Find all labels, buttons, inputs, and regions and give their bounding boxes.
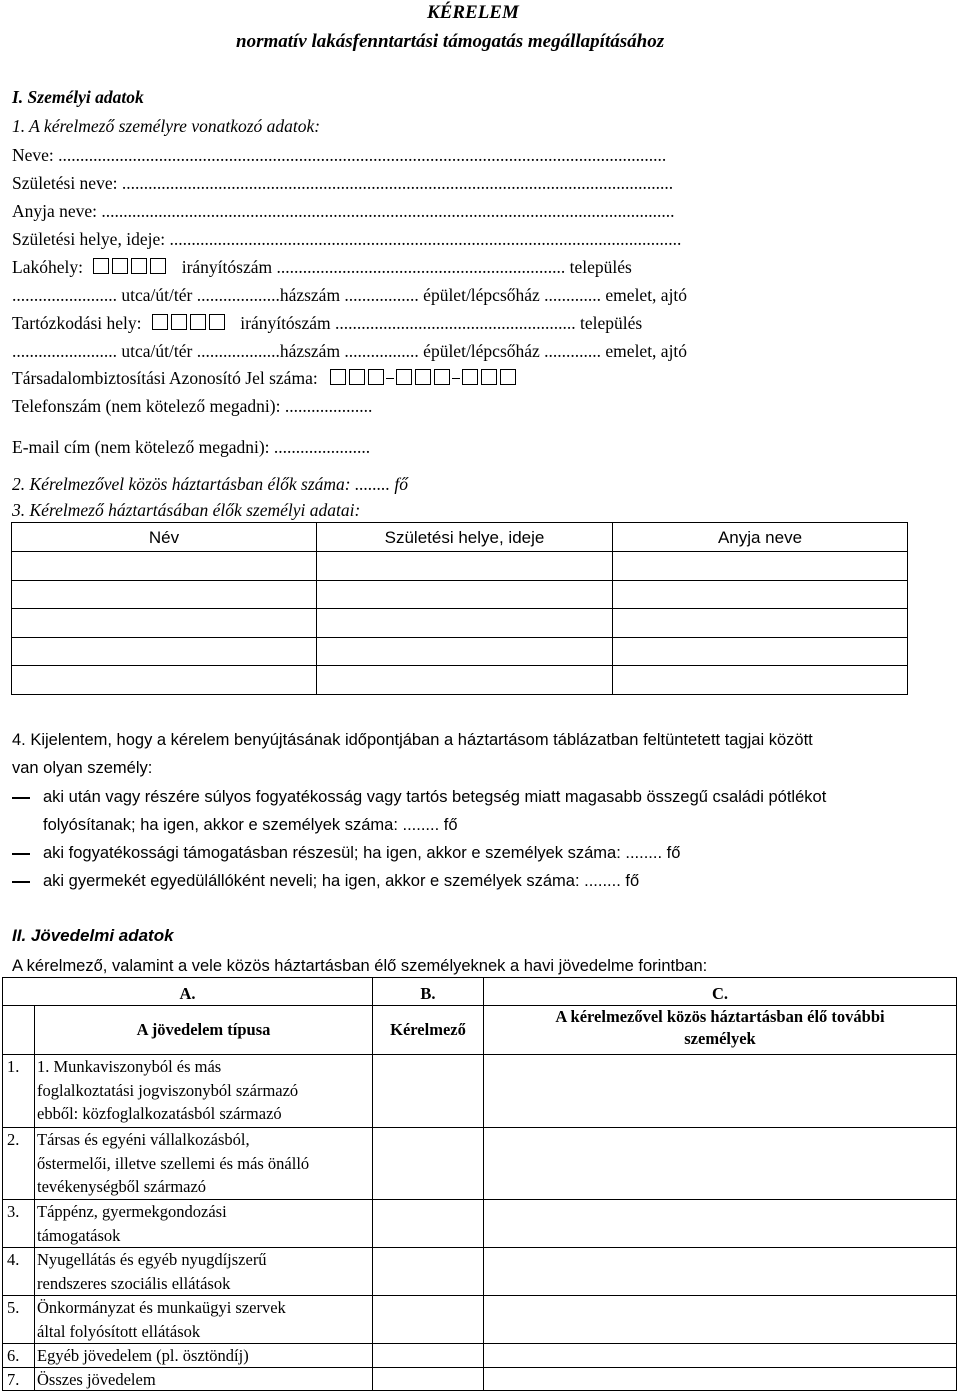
household-count[interactable]: 2. Kérelmezővel közös háztartásban élők száma: ........ fő xyxy=(12,474,408,494)
household-header-birth: Születési helye, ideje xyxy=(384,528,545,547)
declaration-line1: 4. Kijelentem, hogy a kérelem benyújtásának időpontjában a háztartásom táblázatban feltüntetett tagjai között xyxy=(12,731,813,749)
stay-row xyxy=(12,312,642,334)
section-2-heading: II. Jövedelmi adatok xyxy=(12,926,174,945)
section-1-heading: I. Személyi adatok xyxy=(12,87,144,107)
income-row-number: 1. xyxy=(7,1057,20,1076)
bullet3[interactable]: aki gyermekét egyedülállóként neveli; ha igen, akkor e személyek száma: ........ fő xyxy=(43,872,640,890)
taj-label: Társadalombiztosítási Azonosító Jel száma: xyxy=(12,368,318,388)
form-title: KÉRELEM xyxy=(427,2,519,23)
residence-zip-boxes[interactable] xyxy=(93,257,169,277)
income-others-cell[interactable] xyxy=(484,1248,956,1270)
income-applicant-cell[interactable] xyxy=(373,1055,483,1077)
household-header-name: Név xyxy=(148,528,180,547)
bullet2[interactable]: aki fogyatékossági támogatásban részesül; ha igen, akkor e személyek száma: ........ fő xyxy=(43,844,681,862)
income-applicant-cell[interactable] xyxy=(373,1296,483,1318)
income-row-label: Összes jövedelem xyxy=(37,1370,156,1389)
income-row-label: foglalkoztatási jogviszonyból származó xyxy=(37,1080,299,1100)
declaration-line2: van olyan személy: xyxy=(12,759,153,777)
income-row-label: tevékenységből származó xyxy=(37,1177,207,1196)
income-row-number: 5. xyxy=(7,1298,20,1317)
income-row-label: Egyéb jövedelem (pl. ösztöndíj) xyxy=(37,1346,249,1365)
income-row-label: Nyugellátás és egyéb nyugdíjszerű xyxy=(37,1250,267,1269)
income-others-cell[interactable] xyxy=(484,1200,956,1222)
birth-name-field[interactable]: Születési neve: .............................................................................................................................. xyxy=(12,173,674,193)
taj-boxes[interactable] xyxy=(330,368,519,388)
birthplace-field[interactable]: Születési helye, ideje: ..................................................................................................................... xyxy=(12,229,682,249)
residence-address-field[interactable]: ........................ utca/út/tér ...................házszám ................. épület/lépcsőház ............. emelet, ajtó xyxy=(12,285,688,305)
subsection-1-title: 1. A kérelmező személyre vonatkozó adatok: xyxy=(12,116,321,136)
income-row-label: Táppénz, gyermekgondozási xyxy=(37,1202,227,1221)
taj-row xyxy=(12,367,519,389)
income-row-number: 4. xyxy=(7,1250,20,1269)
income-col-letter-c: C. xyxy=(711,984,729,1003)
income-header-others-line2: személyek xyxy=(684,1029,756,1048)
phone-field[interactable]: Telefonszám (nem kötelező megadni): .................... xyxy=(12,396,373,416)
income-others-cell[interactable] xyxy=(484,1368,956,1390)
bullet1-line1: aki után vagy részére súlyos fogyatékosság vagy tartós betegség miatt magasabb összegű családi pótlékot xyxy=(43,788,827,806)
income-row-label: őstermelői, illetve szellemi és más önálló xyxy=(37,1153,310,1173)
income-row-label: által folyósított ellátások xyxy=(37,1321,201,1341)
household-members-title: 3. Kérelmező háztartásában élők személyi adatai: xyxy=(12,500,361,520)
residence-row xyxy=(12,256,632,278)
income-applicant-cell[interactable] xyxy=(373,1368,483,1390)
income-row-number: 6. xyxy=(7,1346,20,1365)
stay-label: Tartózkodási hely: xyxy=(12,313,142,333)
income-col-letter-a: A. xyxy=(179,984,196,1003)
income-row-number: 2. xyxy=(7,1130,20,1149)
income-row-label: Társas és egyéni vállalkozásból, xyxy=(37,1130,250,1149)
email-field[interactable]: E-mail cím (nem kötelező megadni): ...................... xyxy=(12,437,371,457)
bullet-dash-icon xyxy=(12,797,30,799)
stay-address-field[interactable]: ........................ utca/út/tér ...................házszám ................. épület/lépcsőház ............. emelet, ajtó xyxy=(12,341,688,361)
income-others-cell[interactable] xyxy=(484,1128,956,1150)
income-row-label: 1. Munkaviszonyból és más xyxy=(37,1057,222,1076)
income-others-cell[interactable] xyxy=(484,1344,956,1366)
income-applicant-cell[interactable] xyxy=(373,1128,483,1150)
income-others-cell[interactable] xyxy=(484,1055,956,1077)
form-subtitle: normatív lakásfenntartási támogatás megállapításához xyxy=(236,31,665,52)
stay-zip-boxes[interactable] xyxy=(152,313,228,333)
income-applicant-cell[interactable] xyxy=(373,1200,483,1222)
income-others-cell[interactable] xyxy=(484,1296,956,1318)
income-header-applicant: Kérelmező xyxy=(390,1020,466,1039)
household-header-mother: Anyja neve xyxy=(717,528,803,547)
income-row-number: 7. xyxy=(7,1370,20,1389)
bullet-dash-icon xyxy=(12,881,30,883)
income-row-number: 3. xyxy=(7,1202,20,1221)
income-applicant-cell[interactable] xyxy=(373,1344,483,1366)
income-row-label: rendszeres szociális ellátások xyxy=(37,1273,231,1293)
income-intro: A kérelmező, valamint a vele közös háztartásban élő személyeknek a havi jövedelme forintban: xyxy=(12,957,708,975)
bullet1-line2[interactable]: folyósítanak; ha igen, akkor e személyek száma: ........ fő xyxy=(43,816,458,834)
income-applicant-cell[interactable] xyxy=(373,1248,483,1270)
income-header-others-line1: A kérelmezővel közös háztartásban élő további xyxy=(555,1007,885,1026)
residence-label: Lakóhely: xyxy=(12,257,83,277)
bullet-dash-icon xyxy=(12,853,30,855)
income-row-label: Önkormányzat és munkaügyi szervek xyxy=(37,1298,286,1317)
income-col-letter-b: B. xyxy=(420,984,436,1003)
residence-zip-field[interactable]: irányítószám .................................................................. település xyxy=(181,257,632,277)
income-row-label: támogatások xyxy=(37,1225,121,1245)
mother-name-field[interactable]: Anyja neve: ................................................................................................................................... xyxy=(12,201,675,221)
stay-zip-field[interactable]: irányítószám ....................................................... település xyxy=(240,313,643,333)
name-field[interactable]: Neve: ........................................................................................................................................... xyxy=(12,145,667,165)
income-row-label: ebből: közfoglalkozatásból származó xyxy=(37,1104,282,1123)
income-header-type: A jövedelem típusa xyxy=(136,1020,271,1039)
